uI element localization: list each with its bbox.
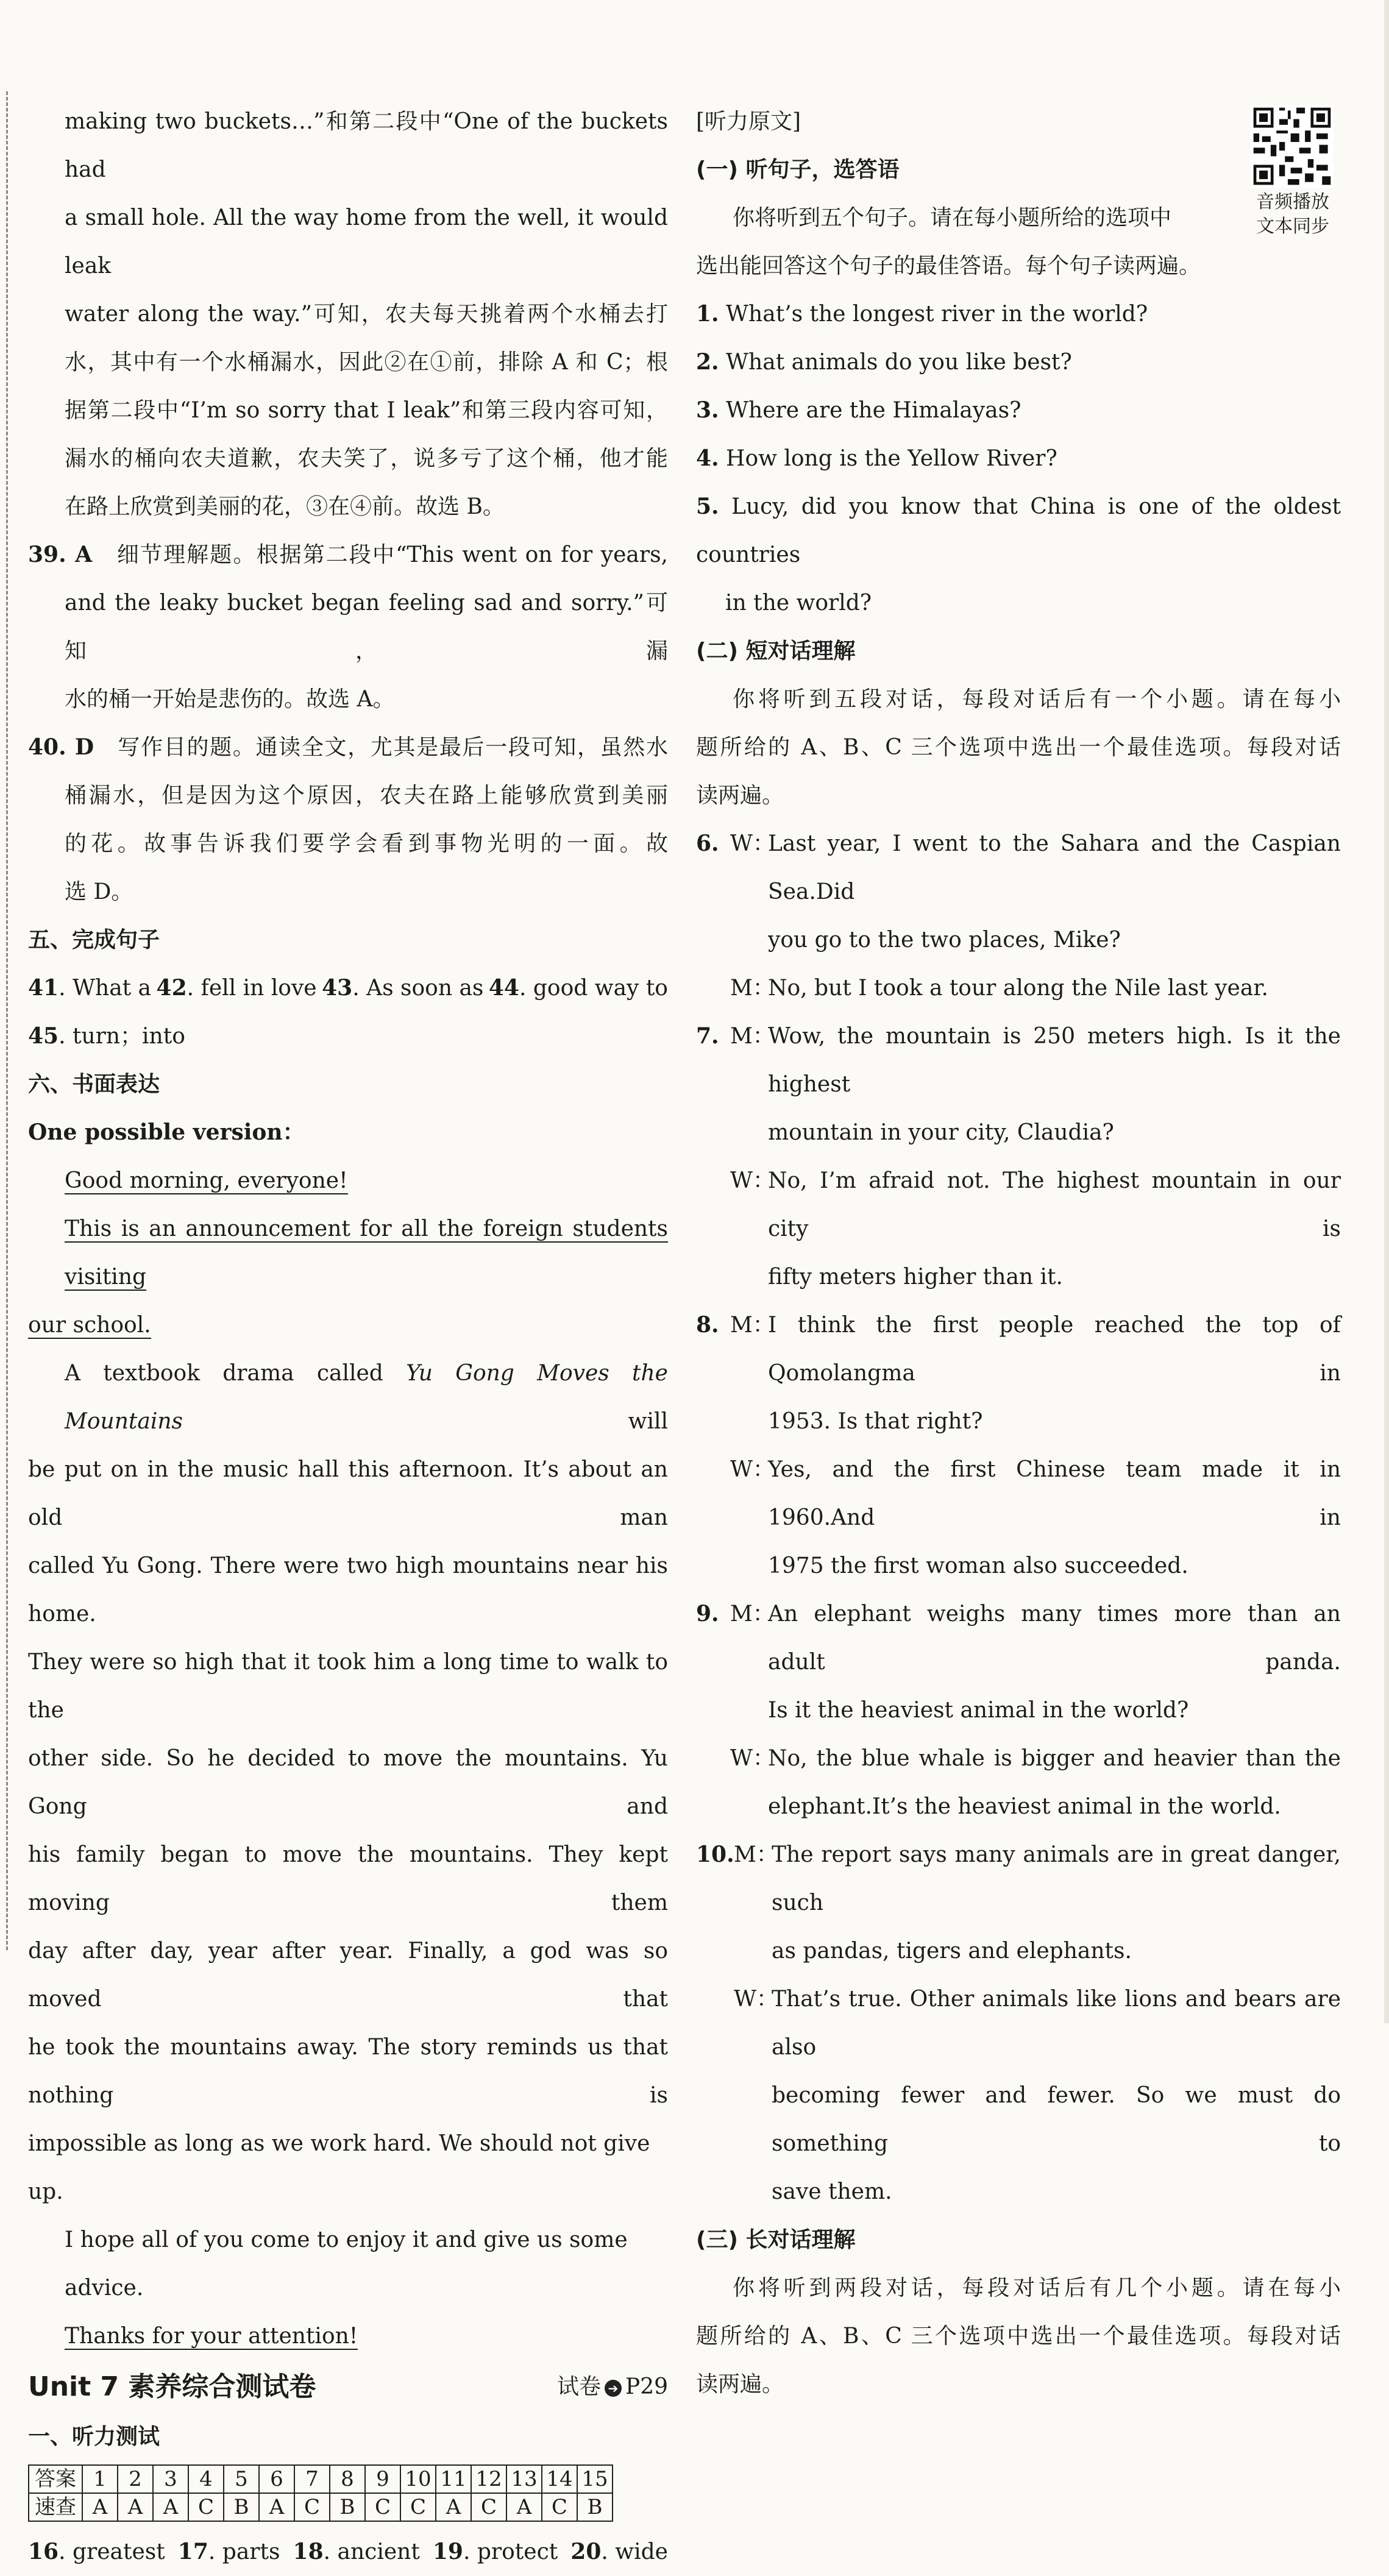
dialog-number xyxy=(696,1157,730,1253)
answer-text: ancient xyxy=(337,2539,420,2564)
list-item-continued: in the world? xyxy=(725,591,872,616)
table-cell: A xyxy=(153,2493,188,2521)
essay-line: They were so high that it took him a long time to walk to the xyxy=(28,1650,668,1723)
dialog-number: 8. xyxy=(696,1312,719,1338)
binding-dashed-line xyxy=(6,91,8,1950)
answer-38-explanation xyxy=(28,98,668,531)
text-line: water along the way.”可知，农夫每天挑着两个水桶去打 xyxy=(65,302,668,327)
answer-number: 41 xyxy=(28,975,59,1001)
table-cell: 13 xyxy=(506,2465,542,2493)
dialog-text: 1953. Is that right? xyxy=(768,1409,983,1434)
dialog-line xyxy=(696,1109,1341,1157)
table-cell: C xyxy=(294,2493,330,2521)
fill-answers-16-20: 16. greatest 17. parts 18. ancient 19. protect 20. wide xyxy=(28,2539,668,2564)
table-cell: C xyxy=(400,2493,436,2521)
dialog-number xyxy=(696,1975,734,2071)
speaker-label xyxy=(734,2071,772,2168)
speaker-label: M： xyxy=(730,1313,775,1338)
answer-text: turn；into xyxy=(73,1024,185,1049)
table-cell: 7 xyxy=(294,2465,330,2493)
page-reference: 试卷 ➔ P29 xyxy=(556,2374,668,2399)
table-cell: C xyxy=(365,2493,400,2521)
essay-greeting: Good morning, everyone! xyxy=(65,1168,348,1193)
dialog-number: 10. xyxy=(696,1842,734,1867)
dialog-line xyxy=(696,916,1341,964)
dialog-list xyxy=(696,820,1341,2216)
answer-text: fell in love xyxy=(201,976,317,1001)
dialog-number xyxy=(696,2168,734,2216)
instruction-line: 你将听到两段对话，每段对话后有几个小题。请在每小 xyxy=(733,2276,1341,2301)
qr-caption-line: 文本同步 xyxy=(1256,216,1329,237)
answer-key-table xyxy=(28,2464,613,2522)
instruction-line: 你将听到五段对话，每段对话后有一个小题。请在每小 xyxy=(733,687,1341,712)
text-line: 水的桶一开始是悲伤的。故选 A。 xyxy=(65,687,395,712)
essay-line: his family began to move the mountains. They kept moving them xyxy=(28,1842,668,1915)
part-heading: (二) 短对话理解 xyxy=(696,639,856,664)
text-line: 桶漏水，但是因为这个原因，农夫在路上能够欣赏到美丽 xyxy=(65,783,668,808)
answer-text: parts xyxy=(222,2539,280,2564)
text-line: 水，其中有一个水桶漏水，因此②在①前，排除 A 和 C；根 xyxy=(65,350,668,375)
essay-line: day after day, year after year. Finally, a god was so moved that xyxy=(28,1939,668,2012)
essay-label: One possible version： xyxy=(28,1119,305,1145)
dialog-line xyxy=(696,1975,1341,2071)
instruction-line: 选出能回答这个句子的最佳答语。每个句子读两遍。 xyxy=(696,254,1201,279)
page-edge xyxy=(1384,0,1389,2023)
table-header: 答案 xyxy=(29,2465,82,2493)
dialog-number xyxy=(696,1397,730,1446)
text-line: 据第二段中“I’m so sorry that I leak”和第三段内容可知， xyxy=(65,398,668,423)
essay-line: other side. So he decided to move the mountains. Yu Gong and xyxy=(28,1746,668,1819)
answer-text: greatest xyxy=(73,2539,165,2564)
dialog-line xyxy=(696,964,1341,1012)
table-cell: C xyxy=(188,2493,224,2521)
table-cell: 1 xyxy=(82,2465,118,2493)
answer-text: What a xyxy=(73,976,152,1001)
essay-line: called Yu Gong. There were two high mountains near his home. xyxy=(28,1553,668,1627)
instruction-line: 读两遍。 xyxy=(696,783,784,808)
dialog-text: Last year, I went to the Sahara and the Caspian Sea.Did xyxy=(768,831,1341,904)
essay-intro: This is an announcement for all the foreign students visiting xyxy=(65,1216,668,1290)
speaker-label xyxy=(730,1783,768,1831)
left-column xyxy=(28,98,668,2576)
text-line: 细节理解题。根据第二段中“This went on for years, xyxy=(116,542,668,567)
dialog-line xyxy=(696,1927,1341,1975)
instruction-line: 题所给的 A、B、C 三个选项中选出一个最佳选项。每段对话 xyxy=(696,2324,1341,2349)
list-item: 2. What animals do you like best? xyxy=(696,349,1072,375)
table-cell: A xyxy=(118,2493,153,2521)
answer-number: 39. A xyxy=(28,542,93,567)
dialog-text: Wow, the mountain is 250 meters high. Is it the highest xyxy=(768,1024,1341,1097)
answer-number: 44 xyxy=(488,975,519,1001)
right-column xyxy=(696,98,1341,2408)
answer-text: good way to xyxy=(533,976,668,1001)
text-line: 选 D。 xyxy=(65,879,133,904)
instruction-line: 题所给的 A、B、C 三个选项中选出一个最佳选项。每段对话 xyxy=(696,735,1341,760)
dialog-number xyxy=(696,1109,730,1157)
section-heading: 五、完成句子 xyxy=(28,928,160,953)
dialog-number xyxy=(696,1446,730,1542)
dialog-number xyxy=(696,1686,730,1734)
instruction-line: 读两遍。 xyxy=(696,2372,784,2397)
speaker-label xyxy=(730,916,768,964)
speaker-label: W： xyxy=(730,1457,775,1482)
essay-line: I hope all of you come to enjoy it and give us some advice. xyxy=(65,2227,628,2301)
dialog-text: Yes, and the first Chinese team made it in 1960.And in xyxy=(768,1457,1341,1530)
speaker-label: W： xyxy=(730,1168,775,1193)
speaker-label: M： xyxy=(730,976,775,1001)
dialog-text: you go to the two places, Mike? xyxy=(768,928,1121,953)
section-heading: 六、书面表达 xyxy=(28,1072,160,1097)
answer-number: 42 xyxy=(156,975,187,1001)
table-cell: 9 xyxy=(365,2465,400,2493)
dialog-text: Is it the heaviest animal in the world? xyxy=(768,1698,1189,1723)
answer-text: As soon as xyxy=(366,976,484,1001)
essay-line: be put on in the music hall this afternoon. It’s about an old man xyxy=(28,1457,668,1530)
list-item: 4. How long is the Yellow River? xyxy=(696,445,1057,471)
dialog-number xyxy=(696,964,730,1012)
table-cell: 12 xyxy=(471,2465,506,2493)
table-cell: A xyxy=(506,2493,542,2521)
answer-text: wide xyxy=(615,2539,668,2564)
dialog-text: as pandas, tigers and elephants. xyxy=(772,1939,1132,1964)
list-item: 3. Where are the Himalayas? xyxy=(696,397,1021,423)
table-header: 速查 xyxy=(29,2493,82,2521)
list-item: 5. Lucy, did you know that China is one of the oldest countries xyxy=(696,494,1341,567)
essay-line: impossible as long as we work hard. We should not give up. xyxy=(28,2131,650,2204)
speaker-label xyxy=(730,1542,768,1590)
speaker-label: M： xyxy=(730,1602,775,1627)
essay-closing: Thanks for your attention! xyxy=(65,2324,358,2349)
essay-line: he took the mountains away. The story reminds us that nothing is xyxy=(28,2035,668,2108)
instruction-line: 你将听到五个句子。请在每小题所给的选项中 xyxy=(733,205,1172,230)
dialog-line xyxy=(696,1542,1341,1590)
dialog-text: mountain in your city, Claudia? xyxy=(768,1120,1114,1145)
table-cell: A xyxy=(436,2493,471,2521)
table-cell: A xyxy=(259,2493,294,2521)
speaker-label xyxy=(730,1686,768,1734)
dialog-number: 6. xyxy=(696,831,719,856)
table-cell: C xyxy=(471,2493,506,2521)
table-cell: 15 xyxy=(577,2465,613,2493)
answer-number: 43 xyxy=(322,975,353,1001)
dialog-text: No, the blue whale is bigger and heavier than the xyxy=(768,1746,1341,1771)
dialog-text: I think the first people reached the top of Qomolangma in xyxy=(768,1313,1341,1386)
table-cell: C xyxy=(542,2493,577,2521)
table-cell: 8 xyxy=(330,2465,365,2493)
answer-39 xyxy=(28,531,668,723)
dialog-line xyxy=(696,1590,1341,1686)
speaker-label: M： xyxy=(734,1842,778,1867)
fill-answers-41-44: 41. What a 42. fell in love 43. As soon as 44. good way to xyxy=(28,975,668,1001)
text-line: 漏水的桶向农夫道歉，农夫笑了，说多亏了这个桶，他才能 xyxy=(65,446,668,471)
dialog-line xyxy=(696,2071,1341,2168)
arrow-right-icon: ➔ xyxy=(605,2380,622,2397)
dialog-text: No, I’m afraid not. The highest mountain in our city is xyxy=(768,1168,1341,1241)
speaker-label xyxy=(730,1109,768,1157)
dialog-line xyxy=(696,1301,1341,1397)
table-cell: 6 xyxy=(259,2465,294,2493)
dialog-line xyxy=(696,2168,1341,2216)
unit-header xyxy=(28,2363,668,2413)
listening-script-header: [听力原文] xyxy=(696,109,801,134)
dialog-line xyxy=(696,1783,1341,1831)
speaker-label xyxy=(730,1253,768,1301)
dialog-line xyxy=(696,1012,1341,1109)
table-cell: 5 xyxy=(224,2465,259,2493)
dialog-number xyxy=(696,1734,730,1783)
part-heading: (三) 长对话理解 xyxy=(696,2227,856,2252)
dialog-number xyxy=(696,1253,730,1301)
text-line: making two buckets…”和第二段中“One of the buckets had xyxy=(65,109,668,182)
dialog-line xyxy=(696,1157,1341,1253)
table-cell: A xyxy=(82,2493,118,2521)
dialog-line xyxy=(696,1253,1341,1301)
dialog-number: 7. xyxy=(696,1023,719,1049)
dialog-text: No, but I took a tour along the Nile last year. xyxy=(768,976,1268,1001)
answer-number: 45 xyxy=(28,1023,59,1049)
dialog-number xyxy=(696,1783,730,1831)
table-cell: 14 xyxy=(542,2465,577,2493)
table-cell: 3 xyxy=(153,2465,188,2493)
text-line: 在路上欣赏到美丽的花，③在④前。故选 B。 xyxy=(65,494,505,519)
table-cell: B xyxy=(330,2493,365,2521)
dialog-number xyxy=(696,916,730,964)
table-cell: 11 xyxy=(436,2465,471,2493)
dialog-line xyxy=(696,1734,1341,1783)
dialog-text: fifty meters higher than it. xyxy=(768,1265,1063,1290)
speaker-label xyxy=(734,2168,772,2216)
section-heading: 一、听力测试 xyxy=(28,2424,160,2449)
table-row xyxy=(29,2493,613,2521)
dialog-line xyxy=(696,1686,1341,1734)
dialog-text: becoming fewer and fewer. So we must do something to xyxy=(772,2083,1341,2156)
table-cell: B xyxy=(577,2493,613,2521)
part-heading: (一) 听句子，选答语 xyxy=(696,157,900,182)
dialog-line xyxy=(696,820,1341,916)
answer-number: 40. D xyxy=(28,734,94,760)
fill-answer-45: 45. turn；into xyxy=(28,1023,185,1049)
speaker-label xyxy=(730,1397,768,1446)
speaker-label: W： xyxy=(734,1987,779,2012)
speaker-label: M： xyxy=(730,1024,775,1049)
table-cell: 4 xyxy=(188,2465,224,2493)
dialog-line xyxy=(696,1397,1341,1446)
text-line: a small hole. All the way home from the well, it would leak xyxy=(65,205,668,279)
answer-40 xyxy=(28,723,668,916)
text-line: 写作目的题。通读全文，尤其是最后一段可知，虽然水 xyxy=(118,735,668,760)
dialog-number xyxy=(696,2071,734,2168)
essay xyxy=(28,1157,668,2360)
dialog-number xyxy=(696,1927,734,1975)
table-cell: B xyxy=(224,2493,259,2521)
dialog-line xyxy=(696,1446,1341,1542)
list-item: 1. What’s the longest river in the world? xyxy=(696,301,1148,327)
dialog-text: elephant.It’s the heaviest animal in the world. xyxy=(768,1794,1281,1819)
table-cell: 2 xyxy=(118,2465,153,2493)
speaker-label: W： xyxy=(730,1746,775,1771)
answer-text: protect xyxy=(477,2539,558,2564)
unit-title: Unit 7 素养综合测试卷 xyxy=(28,2371,316,2402)
dialog-line xyxy=(696,1831,1341,1927)
text-line: 的花。故事告诉我们要学会看到事物光明的一面。故 xyxy=(65,831,668,856)
table-cell: 10 xyxy=(400,2465,436,2493)
dialog-text: save them. xyxy=(772,2179,892,2204)
dialog-text: 1975 the first woman also succeeded. xyxy=(768,1553,1188,1578)
table-row xyxy=(29,2465,613,2493)
speaker-label xyxy=(734,1927,772,1975)
dialog-text: An elephant weighs many times more than an adult panda. xyxy=(768,1602,1341,1675)
speaker-label: W： xyxy=(730,831,775,856)
dialog-number xyxy=(696,1542,730,1590)
text-line: and the leaky bucket began feeling sad and sorry.”可知，漏 xyxy=(65,591,668,664)
essay-intro: our school. xyxy=(28,1313,151,1338)
dialog-number: 9. xyxy=(696,1601,719,1627)
essay-line: A textbook drama called Yu Gong Moves the Mountains will xyxy=(65,1361,668,1434)
dialog-text: That’s true. Other animals like lions and bears are also xyxy=(772,1987,1341,2060)
qr-caption-line: 音频播放 xyxy=(1256,191,1329,213)
drama-title: Yu Gong Moves the Mountains xyxy=(65,1361,668,1434)
dialog-text: The report says many animals are in great danger, such xyxy=(772,1842,1341,1915)
